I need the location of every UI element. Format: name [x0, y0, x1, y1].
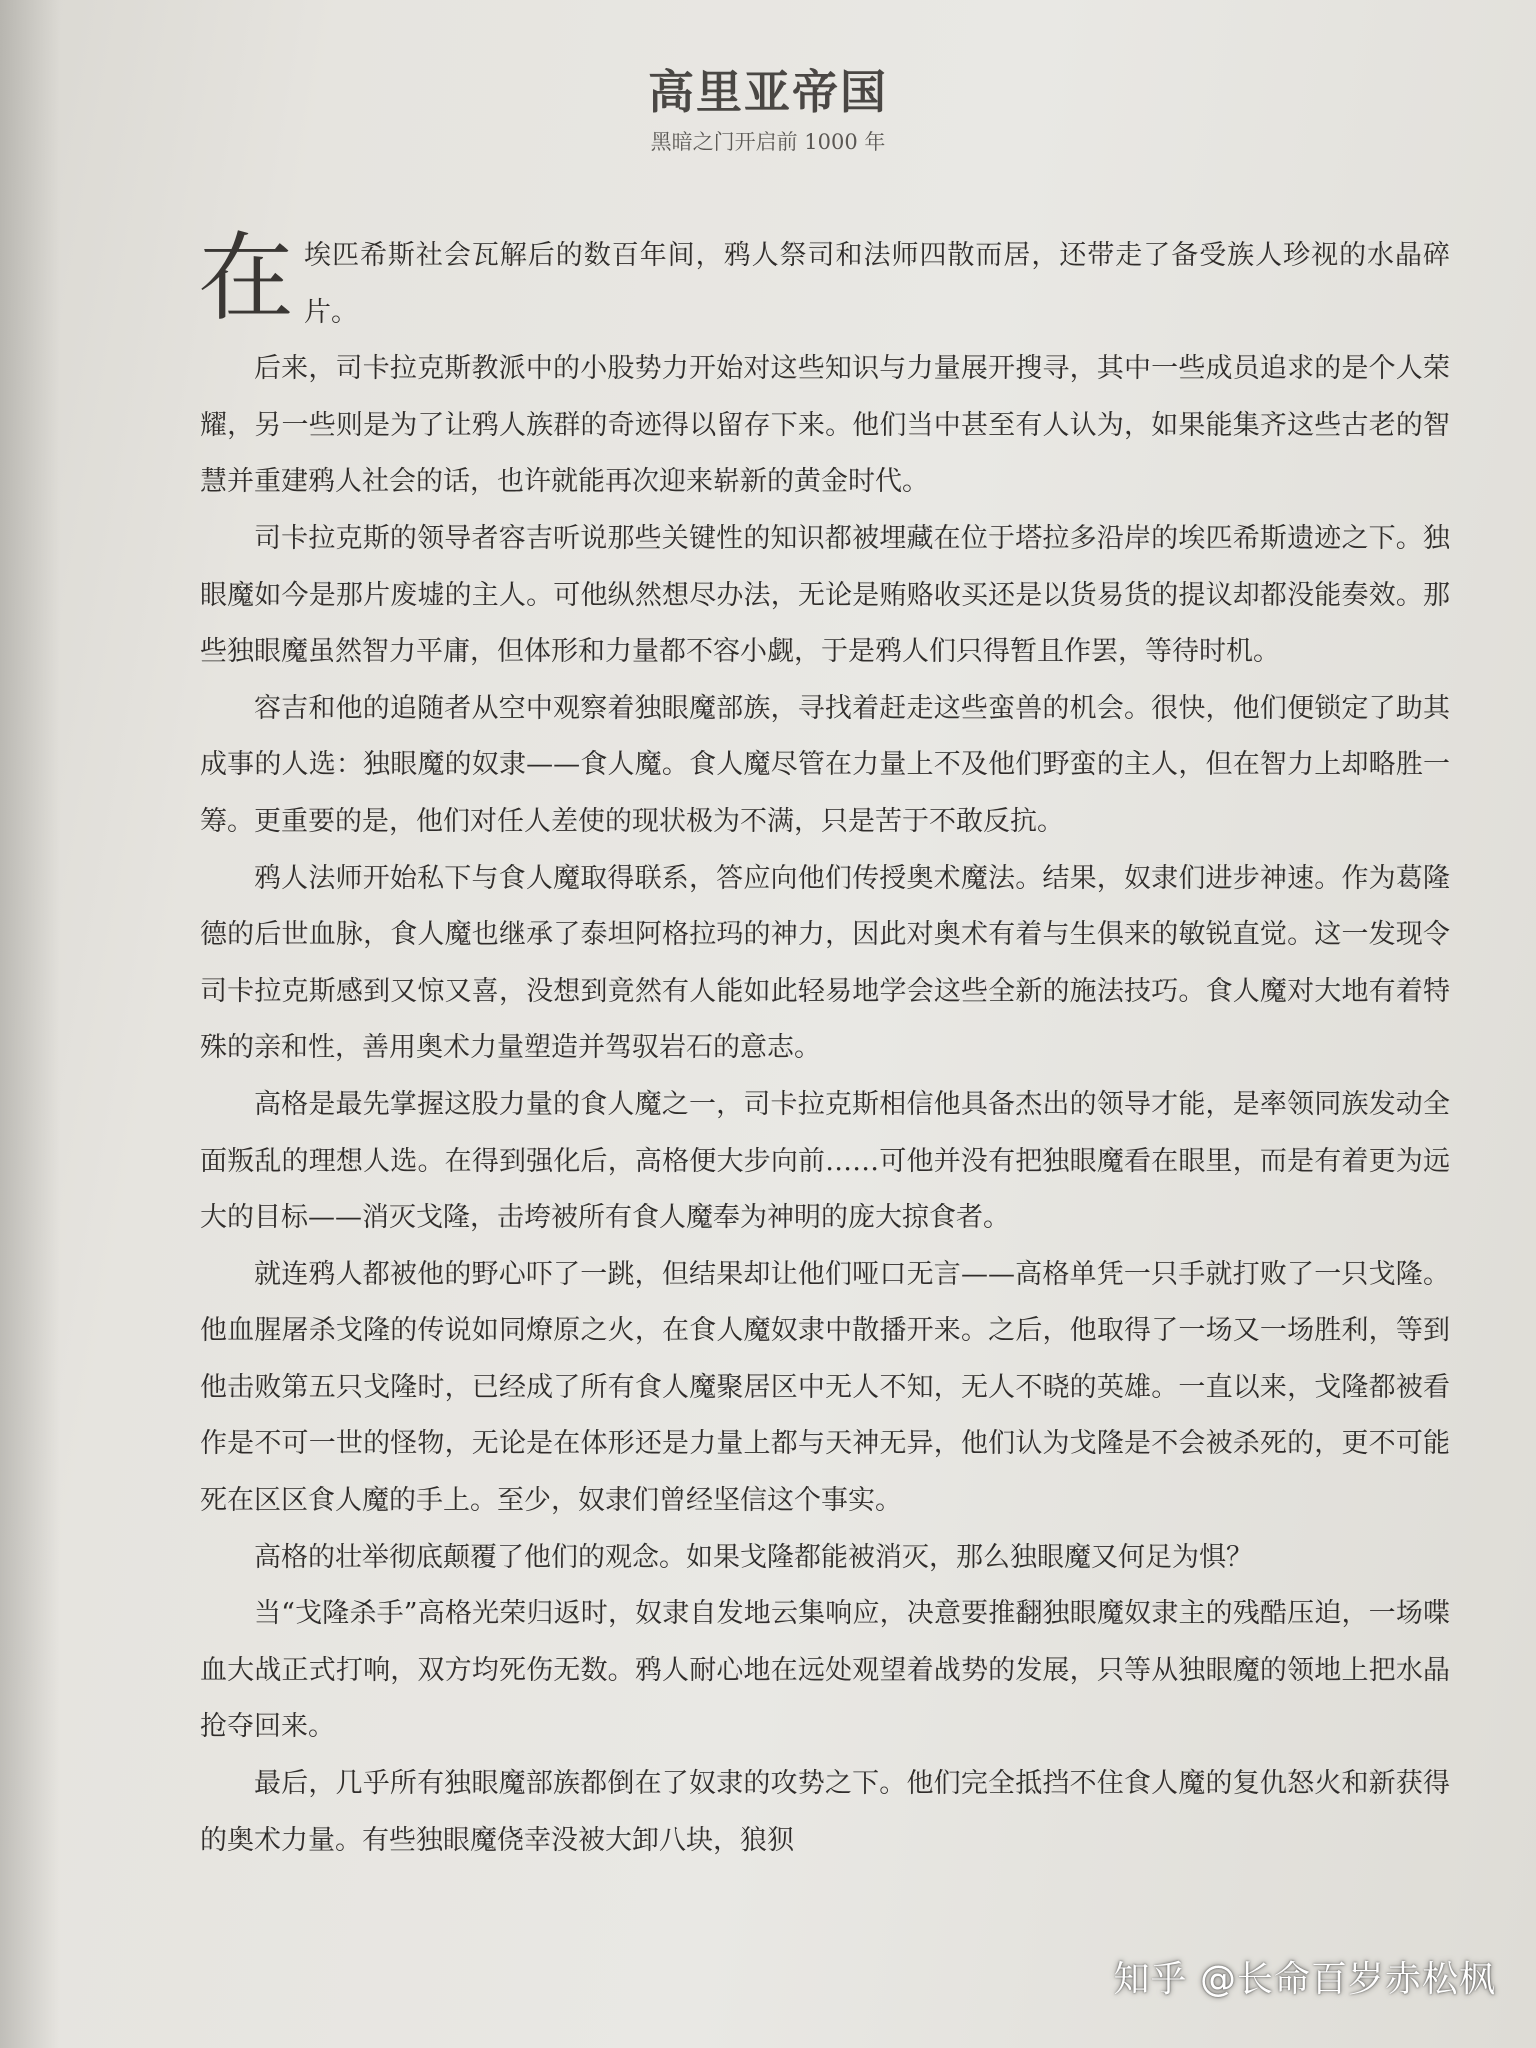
- paragraph-9: 当“戈隆杀手”高格光荣归返时，奴隶自发地云集响应，决意要推翻独眼魔奴隶主的残酷压迫，一场喋血大战正式打响，双方均死伤无数。鸦人耐心地在远处观望着战势的发展，只等从独眼魔的领地上把水晶抢夺回来。: [200, 1598, 1450, 1743]
- paragraph-7: 就连鸦人都被他的野心吓了一跳，但结果却让他们哑口无言——高格单凭一只手就打败了一只戈隆。他血腥屠杀戈隆的传说如同燎原之火，在食人魔奴隶中散播开来。之后，他取得了一场又一场胜利，等到他击败第五只戈隆时，已经成了所有食人魔聚居区中无人不知，无人不晓的英雄。一直以来，戈隆都被看作是不可一世的怪物，无论是在体形还是力量上都与天神无异，他们认为戈隆是不会被杀死的，更不可能死在区区食人魔的手上。至少，奴隶们曾经坚信这个事实。: [200, 1258, 1450, 1517]
- paragraph-6: 高格是最先掌握这股力量的食人魔之一，司卡拉克斯相信他具备杰出的领导才能，是率领同族发动全面叛乱的理想人选。在得到强化后，高格便大步向前……可他并没有把独眼魔看在眼里，而是有着更为远大的目标——消灭戈隆，击垮被所有食人魔奉为神明的庞大掠食者。: [200, 1088, 1450, 1234]
- paragraph-1: [198, 222, 1450, 341]
- paragraph-4: 容吉和他的追随者从空中观察着独眼魔部族，寻找着赶走这些蛮兽的机会。很快，他们便锁定了助其成事的人选：独眼魔的奴隶——食人魔。食人魔尽管在力量上不及他们野蛮的主人，但在智力上却略胜一筹。更重要的是，他们对任人差使的现状极为不满，只是苦于不敢反抗。: [200, 692, 1450, 837]
- chapter-title: 高里亚帝国: [648, 65, 888, 119]
- drop-cap: 在: [198, 222, 294, 334]
- page-edge-shadow: [0, 0, 60, 2048]
- paragraph-5: 鸦人法师开始私下与食人魔取得联系，答应向他们传授奥术魔法。结果，奴隶们进步神速。作为葛隆德的后世血脉，食人魔也继承了泰坦阿格拉玛的神力，因此对奥术有着与生俱来的敏锐直觉。这一发现令司卡拉克斯感到又惊又喜，没想到竟然有人能如此轻易地学会这些全新的施法技巧。食人魔对大地有着特殊的亲和性，善用奥术力量塑造并驾驭岩石的意志。: [200, 862, 1450, 1064]
- paragraph-1-text: 埃匹希斯社会瓦解后的数百年间，鸦人祭司和法师四散而居，还带走了备受族人珍视的水晶碎片。: [304, 240, 1450, 328]
- paragraph-10: 最后，几乎所有独眼魔部族都倒在了奴隶的攻势之下。他们完全抵挡不住食人魔的复仇怒火和新获得的奥术力量。有些独眼魔侥幸没被大卸八块，狼狈: [200, 1768, 1450, 1856]
- zhihu-watermark: 知乎 @长命百岁赤松枫: [1113, 1959, 1496, 2000]
- paragraph-3: 司卡拉克斯的领导者容吉听说那些关键性的知识都被埋藏在位于塔拉多沿岸的埃匹希斯遗迹之下。独眼魔如今是那片废墟的主人。可他纵然想尽办法，无论是贿赂收买还是以货易货的提议却都没能奏效。那些独眼魔虽然智力平庸，但体形和力量都不容小觑，于是鸦人们只得暂且作罢，等待时机。: [200, 522, 1450, 668]
- article-body: [198, 222, 1450, 1869]
- chapter-header: [0, 62, 1536, 156]
- chapter-subtitle: 黑暗之门开启前 1000 年: [650, 130, 886, 154]
- paragraph-8: 高格的壮举彻底颠覆了他们的观念。如果戈隆都能被消灭，那么独眼魔又何足为惧？: [254, 1541, 1253, 1573]
- paragraph-2: 后来，司卡拉克斯教派中的小股势力开始对这些知识与力量展开搜寻，其中一些成员追求的是个人荣耀，另一些则是为了让鸦人族群的奇迹得以留存下来。他们当中甚至有人认为，如果能集齐这些古老的智慧并重建鸦人社会的话，也许就能再次迎来崭新的黄金时代。: [200, 353, 1450, 498]
